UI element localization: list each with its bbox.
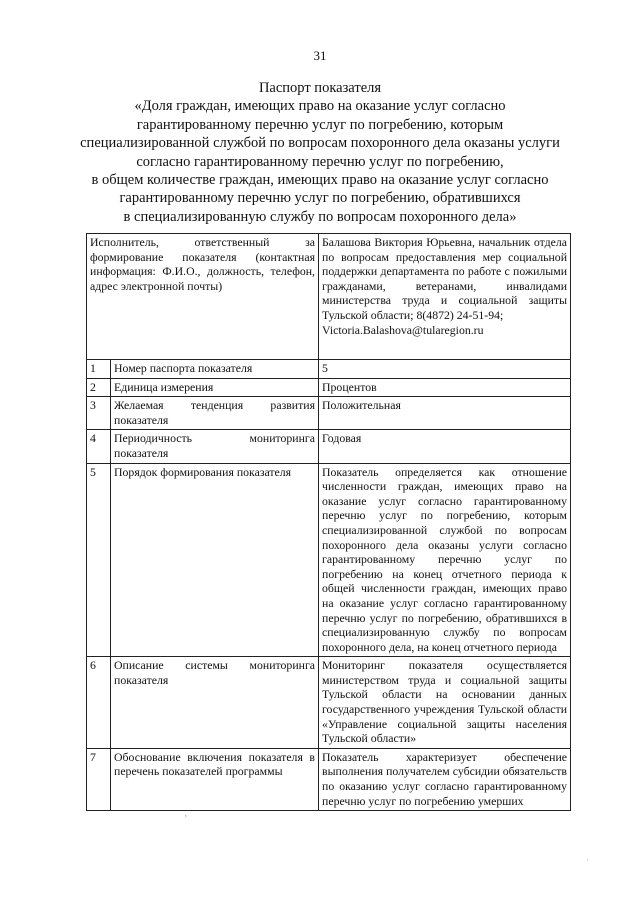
row-label: Единица измерения <box>111 378 319 397</box>
table-row <box>87 360 571 379</box>
row-value: Показатель определяется как отношение численности граждан, имеющих право на оказание услуг согласно гарантированному перечню услуг по погребению, которым специализированной службой по вопросам похоронного дела оказаны услуги согласно гарантированному перечню услуг по погребению на конец отчетного периода к общей численности граждан, имеющих право на оказание услуг согласно гарантированному перечню услуг по погребению, обратившихся в специализированную службу по вопросам похоронного дела, на конец отчетного периода <box>319 463 571 657</box>
row-label: Порядок формирования показателя <box>111 463 319 657</box>
row-label: Номер паспорта показателя <box>111 360 319 379</box>
row-number: 2 <box>87 378 111 397</box>
row-number: 6 <box>87 657 111 749</box>
title-line: в специализированную службу по вопросам похоронного дела» <box>123 208 517 225</box>
title-line: гарантированному перечню услуг по погребению, обратившихся <box>119 190 521 207</box>
title-line: «Доля граждан, имеющих право на оказание услуг согласно <box>134 98 506 115</box>
row-value: Показатель характеризует обеспечение выполнения получателем субсидии обязательств по оказанию услуг согласно гарантированному перечню услуг по погребению умерших <box>319 748 571 810</box>
document-title <box>30 79 610 226</box>
row-number: 7 <box>87 748 111 810</box>
table-row <box>87 378 571 397</box>
title-line: гарантированному перечню услуг по погребению, которым <box>136 116 504 133</box>
table-row <box>87 657 571 749</box>
executor-contact: Балашова Виктория Юрьевна, начальник отдела по вопросам предоставления мер социальной поддержки департамента по работе с пожилыми гражданами, ветеранами, инвалидами министерства труда и социальной защиты Тульской области; 8(4872) 24-51-94; <box>322 235 568 322</box>
passport-table <box>86 233 571 811</box>
row-number: 3 <box>87 397 111 430</box>
table-row <box>87 463 571 657</box>
row-label: Обоснование включения показателя в перечень показателей программы <box>111 748 319 810</box>
executor-value <box>319 234 571 360</box>
row-value: Положительная <box>319 397 571 430</box>
row-value: Мониторинг показателя осуществляется министерством труда и социальной защиты Тульской области на основании данных государственного учреждения Тульской области «Управление социальной защиты населения Тульской области» <box>319 657 571 749</box>
table-row <box>87 430 571 463</box>
title-heading: Паспорт показателя <box>258 80 382 96</box>
row-label: Желаемая тенденция развития показателя <box>111 397 319 430</box>
table-row <box>87 748 571 810</box>
title-line: в общем количестве граждан, имеющих право на оказание услуг согласно <box>91 172 549 189</box>
title-line: специализированной службой по вопросам похоронного дела оказаны услуги <box>80 135 560 152</box>
row-number: 4 <box>87 430 111 463</box>
executor-label: Исполнитель, ответственный за формирование показателя (контактная информация: Ф.И.О., должность, телефон, адрес электронной почты) <box>87 234 319 360</box>
table-row <box>87 397 571 430</box>
row-number: 5 <box>87 463 111 657</box>
executor-email: Victoria.Balashova@tularegion.ru <box>322 322 484 337</box>
page-number: 31 <box>313 48 327 63</box>
row-number: 1 <box>87 360 111 379</box>
row-value: Процентов <box>319 378 571 397</box>
table-row-executor <box>87 234 571 360</box>
title-line: согласно гарантированному перечню услуг по погребению, <box>136 153 504 170</box>
row-label: Периодичность мониторинга показателя <box>111 430 319 463</box>
row-value: Годовая <box>319 430 571 463</box>
row-value: 5 <box>319 360 571 379</box>
scan-speck: ʼ <box>184 814 188 825</box>
row-label: Описание системы мониторинга показателя <box>111 657 319 749</box>
scan-speck: ˈ <box>586 858 590 869</box>
